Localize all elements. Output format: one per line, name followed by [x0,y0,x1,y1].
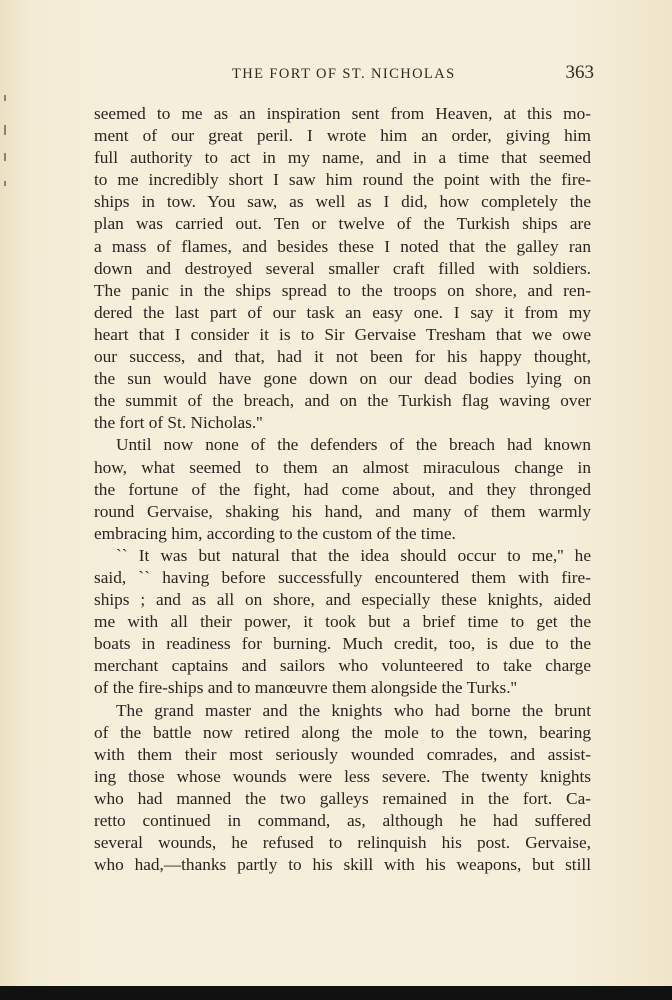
text-line: said, `` having before successfully encountered them with fire- [94,567,591,587]
text-line: down and destroyed several smaller craft filled with soldiers. [94,258,591,278]
text-line: to me incredibly short I saw him round the point with the fire- [94,170,591,190]
text-line: embracing him, according to the custom of the time. [94,523,456,543]
text-line: several wounds, he refused to relinquish his post. Gervaise, [94,833,591,853]
text-line: who had,—thanks partly to his skill with his weapons, but still [94,855,591,875]
text-line: our success, and that, had it not been for his happy thought, [94,347,591,367]
text-line: the fortune of the fight, had come about, and they thronged [94,479,591,499]
text-line: merchant captains and sailors who volunteered to take charge [94,656,591,676]
text-line: seemed to me as an inspiration sent from Heaven, at this mo- [94,104,591,123]
text-line: round Gervaise, shaking his hand, and many of them warmly [94,501,591,521]
page-edge-marks [4,95,10,215]
text-line: the fort of St. Nicholas.'' [94,413,263,433]
text-line: The panic in the ships spread to the troops on shore, and ren- [94,280,591,300]
text-line: of the battle now retired along the mole to the town, bearing [94,722,591,742]
text-line: the sun would have gone down on our dead bodies lying on [94,369,591,389]
text-line: retto continued in command, as, although he had suffered [94,811,591,830]
text-line: Until now none of the defenders of the breach had known [116,435,591,455]
text-line: of the fire-ships and to manœuvre them alongside the Turks.'' [94,678,517,698]
text-line: plan was carried out. Ten or twelve of the Turkish ships are [94,214,591,234]
text-line: who had manned the two galleys remained in the fort. Ca- [94,788,591,808]
text-line: The grand master and the knights who had borne the brunt [116,700,591,720]
text-line: a mass of flames, and besides these I noted that the galley ran [94,236,591,256]
page-number: 363 [565,62,594,83]
text-line: boats in readiness for burning. Much credit, too, is due to the [94,634,591,654]
text-line: the summit of the breach, and on the Turkish flag waving over [94,391,591,411]
text-line: full authority to act in my name, and in a time that seemed [94,148,591,168]
page-header [94,62,594,86]
text-line: ships ; and as all on shore, and especially these knights, aided [94,590,591,610]
text-line: ships in tow. You saw, as well as I did, how completely the [94,192,591,212]
text-line: dered the last part of our task an easy one. I say it from my [94,302,591,322]
text-line: heart that I consider it is to Sir Gervaise Tresham that we owe [94,324,591,344]
text-line: ing those whose wounds were less severe. The twenty knights [94,766,591,786]
text-line: `` It was but natural that the idea should occur to me,'' he [116,545,591,565]
text-line: me with all their power, it took but a brief time to get the [94,612,591,632]
running-title: THE FORT OF ST. NICHOLAS [232,66,456,82]
body-text [94,103,591,876]
text-line: how, what seemed to them an almost miraculous change in [94,457,591,477]
text-line: with them their most seriously wounded comrades, and assist- [94,744,591,764]
text-line: ment of our great peril. I wrote him an order, giving him [94,126,591,146]
scan-bottom-edge [0,986,672,1000]
